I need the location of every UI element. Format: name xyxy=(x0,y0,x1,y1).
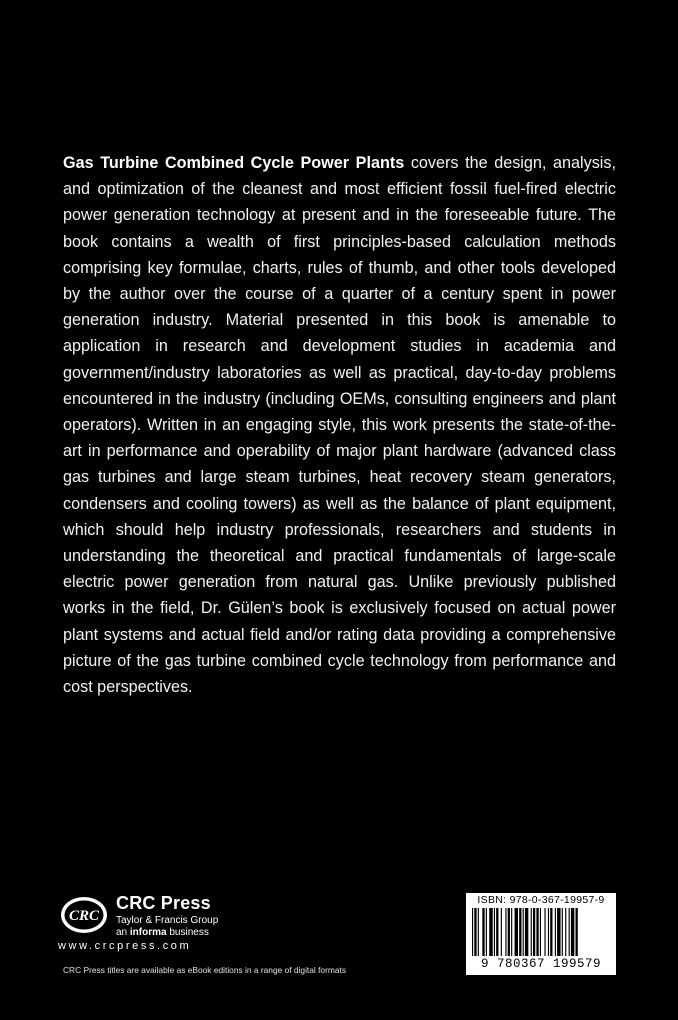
business-suffix: business xyxy=(166,927,209,938)
publisher-website: www.crcpress.com xyxy=(58,940,192,952)
barcode-bar xyxy=(571,908,574,956)
isbn-label: ISBN: 978-0-367-19957-9 xyxy=(477,894,605,906)
barcode-bar xyxy=(544,908,545,956)
barcode-bar xyxy=(478,908,479,956)
barcode-bar xyxy=(565,908,566,956)
barcode-bar xyxy=(533,908,535,956)
barcode-bar xyxy=(550,908,552,956)
crc-badge-text: CRC xyxy=(68,908,100,924)
isbn-barcode xyxy=(466,893,616,975)
barcode-bar xyxy=(494,908,495,956)
barcode-bar xyxy=(557,908,560,956)
back-cover-blurb xyxy=(63,150,616,700)
barcode-bar xyxy=(569,908,570,956)
blurb-text: covers the design, analysis, and optimization of the cleanest and most efficient fossil fuel-fired electric power generation technology at present and in the foreseeable future. The book contains a wealth of first principles-based calculation methods comprising key formulae, charts, rules of thumb, and other tools developed by the author over the course of a quarter of a century spent in power generation industry. Material presented in this book is amenable to application in research and development studies in academia and government/industry laboratories as well as practical, day-to-day problems encountered in the industry (including OEMs, consulting engineers and plant operators). Written in an engaging style, this work presents the state-of-the-art in performance and operability of major plant hardware (advanced class gas turbines and large steam turbines, heat recovery steam generators, condensers and cooling towers) as well as the balance of plant equipment, which should help industry professionals, researchers and students in understanding the theoretical and practical fundamentals of large-scale electric power generation from natural gas. Unlike previously published works in the field, Dr. Gülen’s book is exclusively focused on actual power plant systems and actual field and/or rating data providing a comprehensive picture of the gas turbine combined cycle technology from performance and cost perspectives. xyxy=(63,154,616,697)
barcode-bar xyxy=(562,908,563,956)
barcode-bar xyxy=(482,908,484,956)
barcode-bar xyxy=(474,908,476,956)
barcode-bar xyxy=(472,908,473,956)
barcode-bar xyxy=(576,908,578,956)
barcode-bar xyxy=(508,908,510,956)
barcode-bar xyxy=(525,908,528,956)
barcode-bar xyxy=(540,908,541,956)
publisher-logo xyxy=(58,893,358,973)
publisher-business xyxy=(116,927,209,938)
publisher-group: Taylor & Francis Group xyxy=(116,915,219,926)
barcode-bar xyxy=(486,908,487,956)
barcode-bar xyxy=(523,908,524,956)
business-brand: informa xyxy=(129,927,167,938)
barcode-bar xyxy=(519,908,521,956)
barcode-bar xyxy=(489,908,492,956)
barcode-digits: 9 780367 199579 xyxy=(480,957,602,971)
business-prefix: an xyxy=(116,927,130,938)
barcode-bar xyxy=(505,908,506,956)
barcode-bar xyxy=(501,908,502,956)
barcode-bar xyxy=(555,908,556,956)
barcode-bar xyxy=(536,908,538,956)
barcode-bar xyxy=(548,908,549,956)
crc-badge-icon xyxy=(60,895,108,935)
barcode-bar xyxy=(511,908,512,956)
ebook-note: CRC Press titles are available as eBook editions in a range of digital formats xyxy=(63,965,347,975)
book-title: Gas Turbine Combined Cycle Power Plants xyxy=(63,154,405,172)
publisher-name: CRC Press xyxy=(116,893,211,913)
barcode-bar xyxy=(531,908,532,956)
barcode-bars-icon xyxy=(470,908,612,958)
barcode-bar xyxy=(515,908,518,956)
barcode-bar xyxy=(496,908,498,956)
